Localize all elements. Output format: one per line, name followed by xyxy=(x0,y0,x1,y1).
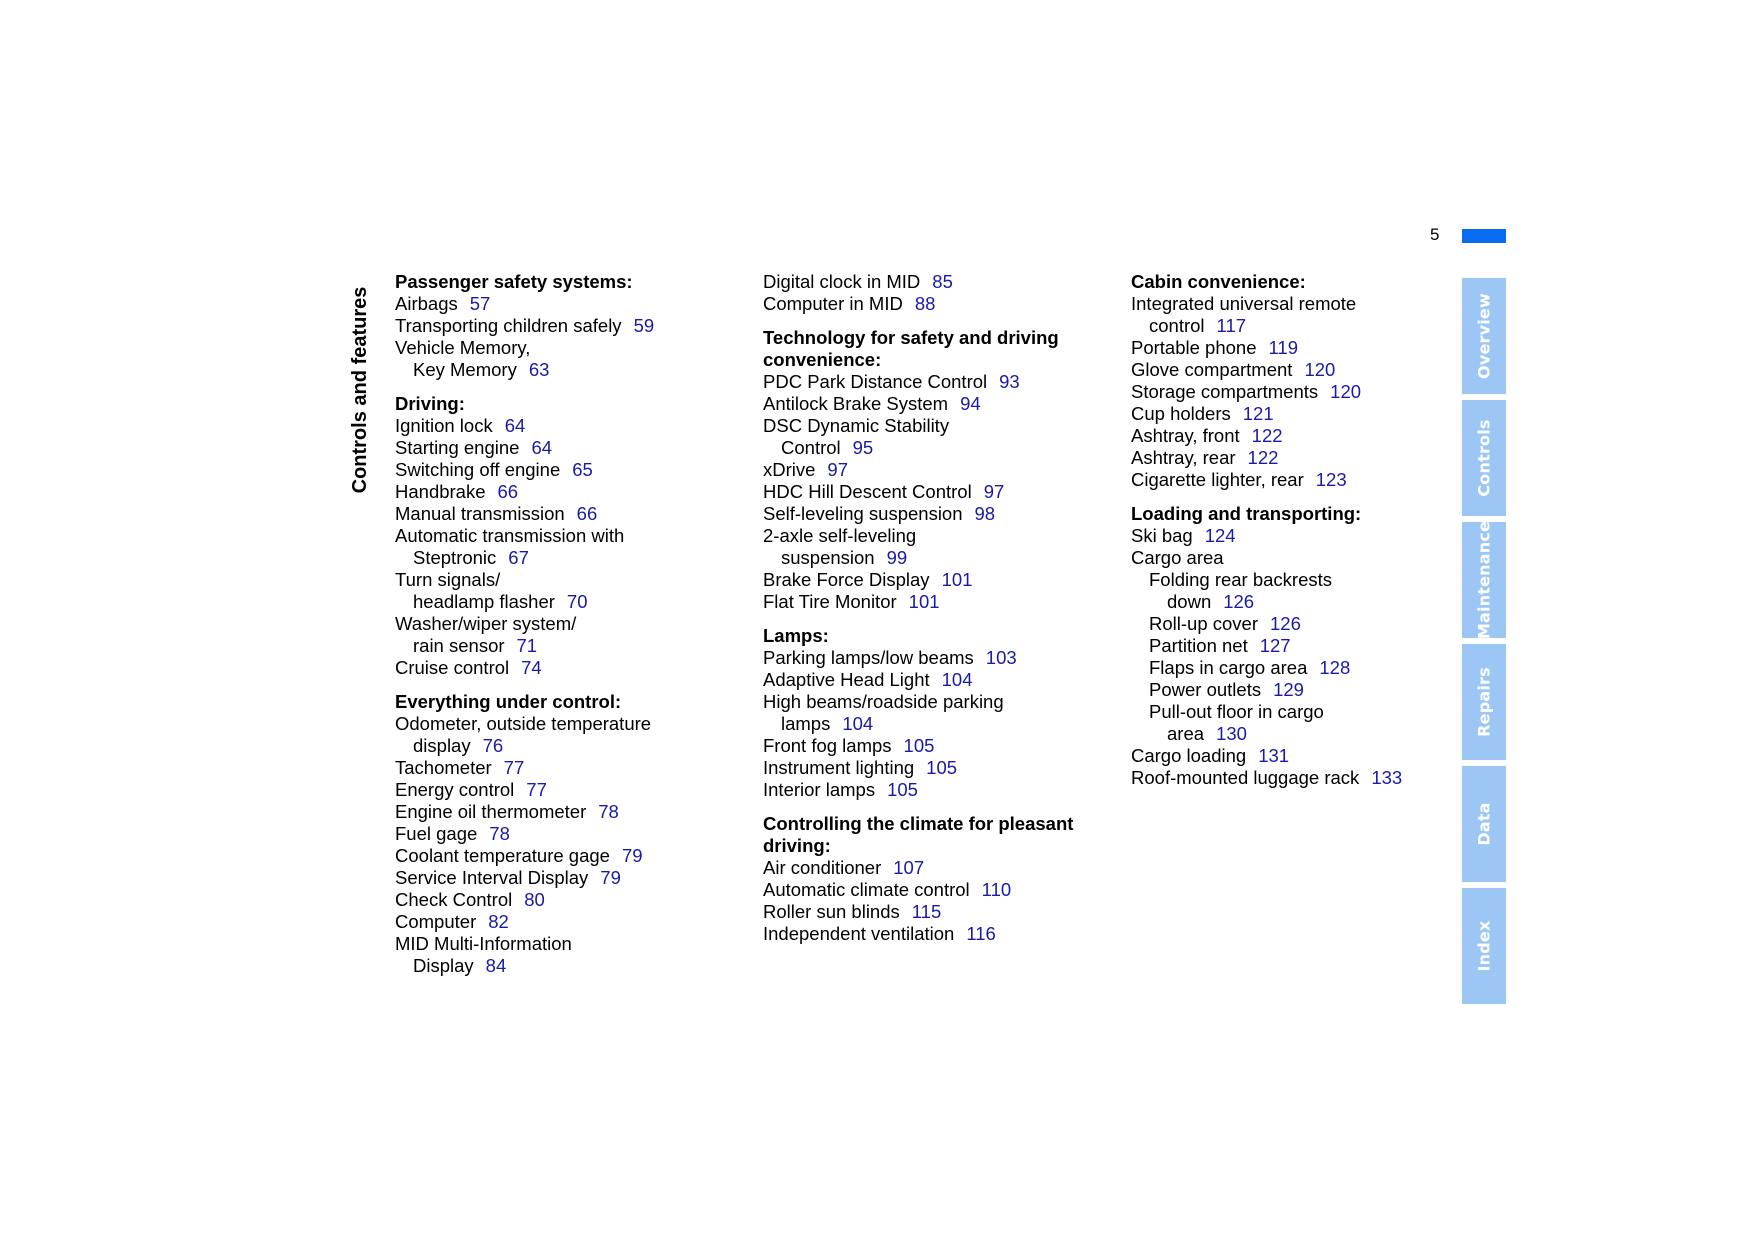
page-reference-link[interactable]: 79 xyxy=(600,867,621,888)
page-reference-link[interactable]: 101 xyxy=(908,591,940,612)
tab-data[interactable] xyxy=(1462,766,1506,882)
page-reference-link[interactable]: 104 xyxy=(842,713,874,734)
entry-text: Airbags xyxy=(395,293,458,314)
page-reference-link[interactable]: 123 xyxy=(1315,469,1347,490)
entry-text: Ski bag xyxy=(1131,525,1193,546)
page-reference-link[interactable]: 71 xyxy=(516,635,538,656)
page-reference-link[interactable]: 85 xyxy=(932,271,953,292)
page-reference-link[interactable]: 98 xyxy=(974,503,996,524)
index-entry[interactable] xyxy=(763,393,1103,415)
index-entry[interactable] xyxy=(1131,469,1461,491)
entry-text: Coolant temperature gage xyxy=(395,845,610,866)
entry-text: HDC Hill Descent Control xyxy=(763,481,972,502)
index-entry[interactable] xyxy=(1131,403,1461,425)
index-column-2 xyxy=(763,271,1103,945)
page-reference-link[interactable]: 63 xyxy=(528,359,550,380)
index-entry[interactable] xyxy=(1131,337,1461,359)
index-entry[interactable] xyxy=(763,923,1103,945)
entry-text: lamps xyxy=(781,713,831,734)
entry-text: Glove compartment xyxy=(1131,359,1293,380)
entry-text: Transporting children safely xyxy=(395,315,622,336)
entry-text: High beams/roadside parking xyxy=(763,691,1004,712)
page-reference-link[interactable]: 121 xyxy=(1242,403,1274,424)
index-entry[interactable] xyxy=(1131,425,1461,447)
page-reference-link[interactable]: 70 xyxy=(566,591,588,612)
index-entry[interactable] xyxy=(763,691,1103,735)
index-entry[interactable] xyxy=(763,591,1103,613)
entry-text: Power outlets xyxy=(1149,679,1262,700)
entry-text: Ignition lock xyxy=(395,415,493,436)
index-section xyxy=(763,625,1103,801)
index-entry[interactable] xyxy=(1131,635,1461,657)
index-entry[interactable] xyxy=(395,569,735,613)
page-reference-link[interactable]: 110 xyxy=(981,879,1012,900)
index-entry[interactable] xyxy=(1131,547,1461,569)
tab-label: Index xyxy=(1474,920,1494,972)
section-heading: Cabin convenience: xyxy=(1131,271,1306,292)
index-entry[interactable] xyxy=(1131,745,1461,767)
entry-text: Air conditioner xyxy=(763,857,882,878)
index-entry[interactable] xyxy=(763,569,1103,591)
entry-text: Storage compartments xyxy=(1131,381,1319,402)
entry-text: Manual transmission xyxy=(395,503,565,524)
index-entry[interactable] xyxy=(395,823,735,845)
index-entry[interactable] xyxy=(763,415,1103,459)
entry-text: Cruise control xyxy=(395,657,510,678)
entry-text: Vehicle Memory, xyxy=(395,337,531,358)
entry-text: Service Interval Display xyxy=(395,867,589,888)
entry-text: Tachometer xyxy=(395,757,492,778)
index-entry[interactable] xyxy=(395,713,735,757)
entry-text: Flaps in cargo area xyxy=(1149,657,1308,678)
entry-text: Adaptive Head Light xyxy=(763,669,930,690)
index-section xyxy=(1131,271,1461,491)
entry-text: Parking lamps/low beams xyxy=(763,647,974,668)
page-reference-link[interactable]: 105 xyxy=(926,757,958,778)
section-heading: Everything under control: xyxy=(395,691,622,712)
page-reference-link[interactable]: 64 xyxy=(531,437,553,458)
vertical-section-title: Controls and features xyxy=(349,286,371,494)
index-entry[interactable] xyxy=(763,757,1103,779)
page-reference-link[interactable]: 57 xyxy=(469,293,491,314)
index-entry[interactable] xyxy=(395,757,735,779)
entry-text: Ashtray, rear xyxy=(1131,447,1236,468)
page-reference-link[interactable]: 126 xyxy=(1270,613,1301,634)
entry-text: Self-leveling suspension xyxy=(763,503,963,524)
page-reference-link[interactable]: 82 xyxy=(488,911,509,932)
entry-text: Fuel gage xyxy=(395,823,478,844)
index-entry[interactable] xyxy=(1131,701,1461,745)
index-entry[interactable] xyxy=(395,525,735,569)
index-entry[interactable] xyxy=(395,503,735,525)
page-marker xyxy=(1462,229,1506,243)
entry-text: Steptronic xyxy=(413,547,497,568)
entry-text: Ashtray, front xyxy=(1131,425,1240,446)
index-entry[interactable] xyxy=(395,315,735,337)
page-reference-link[interactable]: 67 xyxy=(508,547,529,568)
page-reference-link[interactable]: 94 xyxy=(960,393,981,414)
entry-text: MID Multi-Information xyxy=(395,933,572,954)
entry-text: Pull-out floor in cargo xyxy=(1149,701,1324,722)
section-heading: Loading and transporting: xyxy=(1131,503,1362,524)
index-entry[interactable] xyxy=(395,657,735,679)
entry-text: Odometer, outside temperature xyxy=(395,713,652,734)
index-entry[interactable] xyxy=(395,613,735,657)
entry-text: xDrive xyxy=(763,459,816,480)
page-reference-link[interactable]: 131 xyxy=(1258,745,1290,766)
index-section xyxy=(395,271,735,381)
index-section xyxy=(1131,503,1461,789)
entry-text: Front fog lamps xyxy=(763,735,892,756)
index-entry[interactable] xyxy=(395,845,735,867)
index-entry[interactable] xyxy=(763,901,1103,923)
entry-text: Turn signals/ xyxy=(395,569,501,590)
entry-text: 2-axle self-leveling xyxy=(763,525,917,546)
page-reference-link[interactable]: 95 xyxy=(852,437,874,458)
page-reference-link[interactable]: 88 xyxy=(914,293,936,314)
index-section xyxy=(763,813,1103,945)
index-entry[interactable] xyxy=(1131,679,1461,701)
page-reference-link[interactable]: 133 xyxy=(1371,767,1403,788)
index-entry[interactable] xyxy=(395,933,735,977)
index-entry[interactable] xyxy=(1131,359,1461,381)
entry-text: headlamp flasher xyxy=(413,591,555,612)
index-entry[interactable] xyxy=(763,879,1103,901)
page-reference-link[interactable]: 124 xyxy=(1204,525,1236,546)
section-heading: Driving: xyxy=(395,393,465,414)
entry-text: Key Memory xyxy=(413,359,517,380)
index-column-3 xyxy=(1131,271,1461,789)
page-reference-link[interactable]: 120 xyxy=(1330,381,1362,402)
page-reference-link[interactable]: 66 xyxy=(576,503,598,524)
index-entry[interactable] xyxy=(395,779,735,801)
entry-text: Integrated universal remote xyxy=(1131,293,1357,314)
entry-text: Computer in MID xyxy=(763,293,903,314)
entry-text: DSC Dynamic Stability xyxy=(763,415,950,436)
entry-text: Washer/wiper system/ xyxy=(395,613,577,634)
index-column-1 xyxy=(395,271,735,977)
index-entry[interactable] xyxy=(763,647,1103,669)
page-reference-link[interactable]: 127 xyxy=(1259,635,1291,656)
section-heading: Technology for safety and driving convenience: xyxy=(763,327,1059,370)
entry-text: Starting engine xyxy=(395,437,520,458)
index-entry[interactable] xyxy=(763,503,1103,525)
page-reference-link[interactable]: 105 xyxy=(887,779,918,800)
index-entry[interactable] xyxy=(395,337,735,381)
entry-text: control xyxy=(1149,315,1205,336)
index-entry[interactable] xyxy=(1131,293,1461,337)
tab-controls[interactable] xyxy=(1462,400,1506,516)
entry-text: rain sensor xyxy=(413,635,505,656)
entry-text: Energy control xyxy=(395,779,515,800)
entry-text: Instrument lighting xyxy=(763,757,915,778)
page-reference-link[interactable]: 101 xyxy=(941,569,973,590)
entry-text: Display xyxy=(413,955,474,976)
index-entry[interactable] xyxy=(763,371,1103,393)
page-reference-link[interactable]: 79 xyxy=(621,845,643,866)
page-reference-link[interactable]: 105 xyxy=(903,735,935,756)
entry-text: Automatic transmission with xyxy=(395,525,625,546)
entry-text: Roller sun blinds xyxy=(763,901,900,922)
page-reference-link[interactable]: 119 xyxy=(1268,337,1298,358)
page-reference-link[interactable]: 78 xyxy=(489,823,510,844)
index-entry[interactable] xyxy=(763,735,1103,757)
page-reference-link[interactable]: 84 xyxy=(485,955,507,976)
page-reference-link[interactable]: 97 xyxy=(827,459,848,480)
tab-overview[interactable] xyxy=(1462,278,1506,394)
index-entry[interactable] xyxy=(763,525,1103,569)
page-reference-link[interactable]: 122 xyxy=(1247,447,1279,468)
page-reference-link[interactable]: 128 xyxy=(1319,657,1351,678)
index-entry[interactable] xyxy=(1131,767,1461,789)
index-entry[interactable] xyxy=(763,459,1103,481)
index-entry[interactable] xyxy=(395,801,735,823)
entry-text: Portable phone xyxy=(1131,337,1257,358)
tab-label: Data xyxy=(1474,802,1494,846)
entry-text: Engine oil thermometer xyxy=(395,801,587,822)
page-reference-link[interactable]: 130 xyxy=(1216,723,1247,744)
entry-text: Independent ventilation xyxy=(763,923,955,944)
index-section xyxy=(395,691,735,977)
index-entry[interactable] xyxy=(1131,447,1461,469)
entry-text: Roof-mounted luggage rack xyxy=(1131,767,1360,788)
page-reference-link[interactable]: 126 xyxy=(1223,591,1255,612)
entry-text: Cup holders xyxy=(1131,403,1231,424)
index-entry[interactable] xyxy=(1131,613,1461,635)
page-reference-link[interactable]: 80 xyxy=(524,889,545,910)
entry-text: down xyxy=(1167,591,1212,612)
section-heading: Controlling the climate for pleasant driving: xyxy=(763,813,1074,856)
page-reference-link[interactable]: 77 xyxy=(526,779,547,800)
page-reference-link[interactable]: 122 xyxy=(1251,425,1283,446)
page-reference-link[interactable]: 103 xyxy=(985,647,1017,668)
page-reference-link[interactable]: 120 xyxy=(1304,359,1336,380)
entry-text: Partition net xyxy=(1149,635,1248,656)
entry-text: PDC Park Distance Control xyxy=(763,371,988,392)
entry-text: Switching off engine xyxy=(395,459,561,480)
page-reference-link[interactable]: 115 xyxy=(911,901,942,922)
index-entry[interactable] xyxy=(395,459,735,481)
entry-text: Digital clock in MID xyxy=(763,271,921,292)
index-entry[interactable] xyxy=(763,481,1103,503)
page-reference-link[interactable]: 117 xyxy=(1216,315,1247,336)
tab-label: Overview xyxy=(1474,293,1494,379)
page-reference-link[interactable]: 99 xyxy=(886,547,908,568)
page-reference-link[interactable]: 59 xyxy=(633,315,655,336)
entry-text: Cargo area xyxy=(1131,547,1224,568)
page-reference-link[interactable]: 76 xyxy=(482,735,504,756)
page-reference-link[interactable]: 104 xyxy=(941,669,973,690)
tab-repairs[interactable] xyxy=(1462,644,1506,760)
index-entry[interactable] xyxy=(395,867,735,889)
entry-text: Automatic climate control xyxy=(763,879,970,900)
entry-text: Cigarette lighter, rear xyxy=(1131,469,1304,490)
index-entry[interactable] xyxy=(1131,657,1461,679)
entry-text: area xyxy=(1167,723,1205,744)
entry-text: Interior lamps xyxy=(763,779,876,800)
page-reference-link[interactable]: 97 xyxy=(983,481,1005,502)
page-reference-link[interactable]: 64 xyxy=(504,415,526,436)
index-entry[interactable] xyxy=(1131,381,1461,403)
entry-text: Antilock Brake System xyxy=(763,393,949,414)
entry-text: suspension xyxy=(781,547,875,568)
page-number: 5 xyxy=(1430,225,1440,244)
page-reference-link[interactable]: 65 xyxy=(572,459,593,480)
index-entry[interactable] xyxy=(395,437,735,459)
index-entry[interactable] xyxy=(395,293,735,315)
index-entry[interactable] xyxy=(763,857,1103,879)
index-entry[interactable] xyxy=(395,911,735,933)
entry-text: Computer xyxy=(395,911,477,932)
index-section xyxy=(763,327,1103,613)
tab-index[interactable] xyxy=(1462,888,1506,1004)
index-entry[interactable] xyxy=(395,415,735,437)
page-reference-link[interactable]: 77 xyxy=(503,757,525,778)
index-section xyxy=(763,271,1103,315)
index-entry[interactable] xyxy=(763,669,1103,691)
index-section xyxy=(395,393,735,679)
page-reference-link[interactable]: 78 xyxy=(598,801,619,822)
tab-label: Repairs xyxy=(1474,667,1494,737)
index-entry[interactable] xyxy=(763,779,1103,801)
page-reference-link[interactable]: 66 xyxy=(497,481,519,502)
index-entry[interactable] xyxy=(1131,525,1461,547)
entry-text: Flat Tire Monitor xyxy=(763,591,897,612)
entry-text: Cargo loading xyxy=(1131,745,1247,766)
page-reference-link[interactable]: 116 xyxy=(966,923,996,944)
entry-text: Control xyxy=(781,437,841,458)
index-entry[interactable] xyxy=(1131,569,1461,613)
tab-maintenance[interactable] xyxy=(1462,522,1506,638)
section-heading: Passenger safety systems: xyxy=(395,271,633,292)
section-heading: Lamps: xyxy=(763,625,829,646)
index-entry[interactable] xyxy=(395,481,735,503)
index-entry[interactable] xyxy=(395,889,735,911)
page-reference-link[interactable]: 74 xyxy=(521,657,542,678)
tab-label: Maintenance xyxy=(1474,520,1494,640)
tab-label: Controls xyxy=(1474,419,1494,497)
side-tabs xyxy=(1462,278,1506,1010)
page-reference-link[interactable]: 129 xyxy=(1273,679,1304,700)
index-entry[interactable] xyxy=(763,271,1103,293)
entry-text: Check Control xyxy=(395,889,513,910)
index-entry[interactable] xyxy=(763,293,1103,315)
entry-text: Folding rear backrests xyxy=(1149,569,1333,590)
page-reference-link[interactable]: 93 xyxy=(999,371,1020,392)
page-reference-link[interactable]: 107 xyxy=(893,857,925,878)
entry-text: Brake Force Display xyxy=(763,569,930,590)
entry-text: Roll-up cover xyxy=(1149,613,1258,634)
entry-text: display xyxy=(413,735,471,756)
entry-text: Handbrake xyxy=(395,481,486,502)
